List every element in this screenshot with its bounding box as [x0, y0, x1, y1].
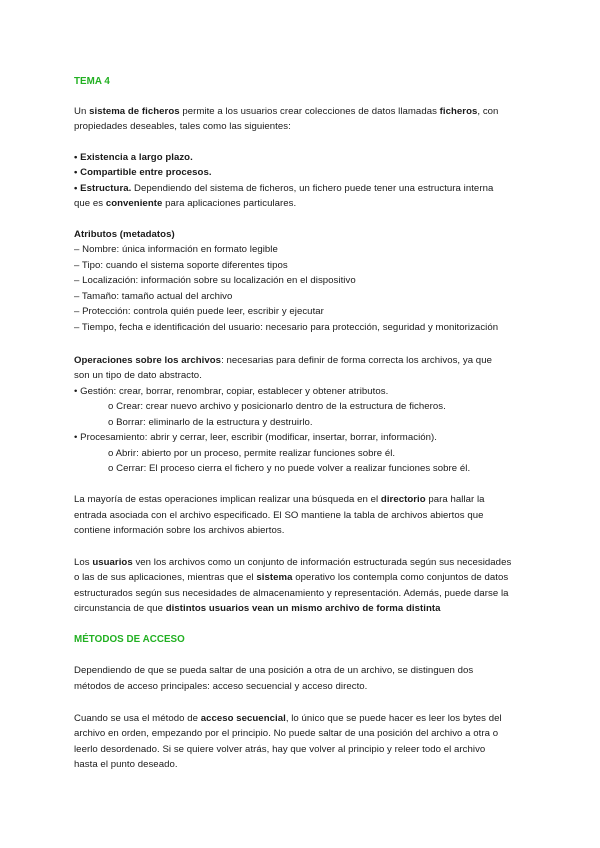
attribute-item-tipo: – Tipo: cuando el sistema soporte diferentes tipos [74, 260, 288, 271]
operations-title: Operaciones sobre los archivos: necesarias para definir de forma correcta los archivos, ya que [74, 355, 492, 366]
bullet-existencia: • Existencia a largo plazo. [74, 152, 193, 163]
attribute-item-tiempo: – Tiempo, fecha e identificación del usuario: necesario para protección, seguridad y monitorización [74, 322, 499, 333]
bullet-estructura-line-2: que es conveniente para aplicaciones particulares. [74, 198, 297, 209]
users-line-2: o las de sus aplicaciones, mientras que el sistema operativo los contempla como conjuntos de datos [74, 572, 509, 583]
directory-line-1: La mayoría de estas operaciones implican realizar una búsqueda en el directorio para hallar la [74, 494, 485, 505]
sequential-line-2: archivo en orden, empezando por el principio. No puede saltar de una posición del archivo a otra o [74, 728, 499, 739]
access-line-1: Dependiendo de que se pueda saltar de una posición a otra de un archivo, se distinguen dos [74, 665, 474, 676]
directory-line-2: entrada asociada con el archivo especificado. El SO mantiene la tabla de archivos abiertos que [74, 510, 484, 521]
attribute-item-tamano: – Tamaño: tamaño actual del archivo [74, 291, 233, 302]
intro-line-1: Un sistema de ficheros permite a los usuarios crear colecciones de datos llamadas ficheros, con [74, 106, 499, 117]
operations-gestion: • Gestión: crear, borrar, renombrar, copiar, establecer y obtener atributos. [74, 386, 389, 397]
users-line-4: circunstancia de que distintos usuarios vean un mismo archivo de forma distinta [74, 603, 441, 614]
operations-abrir: o Abrir: abierto por un proceso, permite realizar funciones sobre él. [108, 448, 396, 459]
operations-procesamiento: • Procesamiento: abrir y cerrar, leer, escribir (modificar, insertar, borrar, información). [74, 432, 437, 443]
attribute-item-proteccion: – Protección: controla quién puede leer, escribir y ejecutar [74, 306, 324, 317]
access-line-2: métodos de acceso principales: acceso secuencial y acceso directo. [74, 681, 368, 692]
attribute-item-localizacion: – Localización: información sobre su localización en el dispositivo [74, 275, 356, 286]
directory-line-3: contiene información sobre los archivos abiertos. [74, 525, 285, 536]
operations-crear: o Crear: crear nuevo archivo y posicionarlo dentro de la estructura de ficheros. [108, 401, 446, 412]
attributes-title: Atributos (metadatos) [74, 229, 175, 240]
bullet-compartible: • Compartible entre procesos. [74, 167, 212, 178]
operations-borrar: o Borrar: eliminarlo de la estructura y destruirlo. [108, 417, 313, 428]
operations-cerrar: o Cerrar: El proceso cierra el fichero y no puede volver a realizar funciones sobre él. [108, 463, 471, 474]
intro-line-2: propiedades deseables, tales como las siguientes: [74, 121, 291, 132]
bullet-estructura: • Estructura. Dependiendo del sistema de ficheros, un fichero puede tener una estructura interna [74, 183, 494, 194]
section-heading-metodos-acceso: MÉTODOS DE ACCESO [74, 634, 185, 645]
sequential-line-1: Cuando se usa el método de acceso secuencial, lo único que se puede hacer es leer los bytes del [74, 713, 502, 724]
users-line-3: estructurados según sus necesidades de almacenamiento y representación. Además, puede darse la [74, 588, 509, 599]
operations-line-2: son un tipo de dato abstracto. [74, 370, 202, 381]
attribute-item-nombre: – Nombre: única información en formato legible [74, 244, 278, 255]
section-heading-tema4: TEMA 4 [74, 76, 110, 87]
sequential-line-3: leerlo desordenado. Si se quiere volver atrás, hay que volver al principio y releer todo el archivo [74, 744, 486, 755]
sequential-line-4: hasta el punto deseado. [74, 759, 178, 770]
users-line-1: Los usuarios ven los archivos como un conjunto de información estructurada según sus necesidades [74, 557, 512, 568]
